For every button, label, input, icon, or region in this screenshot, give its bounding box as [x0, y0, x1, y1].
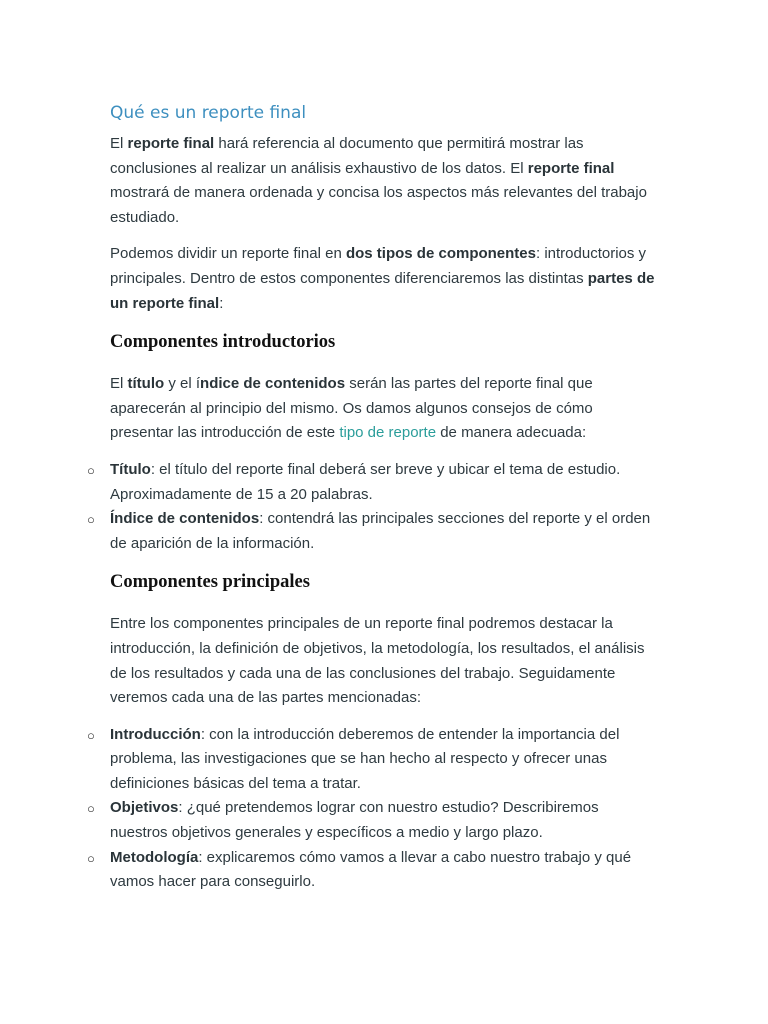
list-item	[87, 507, 658, 556]
circle-bullet-icon: ○	[87, 850, 95, 866]
bold-term: título	[127, 375, 165, 393]
text-run: serán las partes del reporte final que aparecerán al principio del mismo. Os damos algunos consejos de cómo presentar las introducción de este	[110, 375, 593, 442]
introductory-paragraph	[110, 372, 658, 446]
bold-term: partes de un reporte final	[110, 269, 655, 312]
bold-term: ndice de contenidos	[200, 375, 346, 393]
page-title: Qué es un reporte final	[110, 103, 307, 123]
list-term: Índice de contenidos	[110, 510, 260, 528]
text-run: hará referencia al documento que permitirá mostrar las conclusiones al realizar un análisis exhaustivo de los datos. El	[110, 135, 584, 177]
list-text: : con la introducción deberemos de entender la importancia del problema, las investigaciones que se han hecho al respecto y ofrecer unas definiciones básicas del tema a tratar.	[110, 725, 620, 792]
text-run: Podemos dividir un reporte final en	[110, 245, 346, 263]
list-item	[87, 458, 658, 507]
text-run: El	[110, 135, 128, 152]
introductory-list	[87, 458, 658, 556]
bold-term: dos tipos de componentes	[345, 245, 536, 263]
bold-term: reporte final	[527, 159, 615, 177]
list-term: Introducción	[110, 725, 201, 743]
text-run: : introductorios y principales. Dentro de estos componentes diferenciaremos las distintas	[110, 245, 647, 287]
section-heading-main: Componentes principales	[110, 572, 310, 593]
main-components-list	[87, 723, 658, 895]
list-item	[87, 723, 658, 797]
circle-bullet-icon: ○	[87, 727, 95, 743]
text-run: :	[219, 294, 224, 312]
text-run: de manera adecuada:	[436, 424, 587, 442]
text-run: y el í	[164, 375, 201, 393]
circle-bullet-icon: ○	[87, 462, 95, 478]
article-body	[87, 100, 658, 907]
list-term: Objetivos	[110, 799, 179, 817]
components-paragraph	[110, 242, 658, 316]
text-run: El	[110, 375, 128, 393]
text-run: mostrará de manera ordenada y concisa los aspectos más relevantes del trabajo estudiado.	[110, 184, 647, 226]
list-term: Metodología	[110, 848, 199, 866]
list-term: Título	[110, 460, 151, 478]
intro-paragraph	[110, 132, 658, 230]
main-components-paragraph: Entre los componentes principales de un reporte final podremos destacar la introducción, la definición de objetivos, la metodología, los resultados, el análisis de los resultados y cada una de las conclusiones del trabajo. Seguidamente veremos cada una de las partes mencionadas:	[110, 615, 645, 707]
section-heading-introductory: Componentes introductorios	[110, 332, 336, 353]
list-text: : ¿qué pretendemos lograr con nuestro estudio? Describiremos nuestros objetivos generales y específicos a medio y largo plazo.	[110, 799, 599, 842]
circle-bullet-icon: ○	[87, 801, 95, 817]
list-text: : contendrá las principales secciones del reporte y el orden de aparición de la información.	[110, 510, 651, 552]
circle-bullet-icon: ○	[87, 512, 95, 528]
list-item	[87, 796, 658, 845]
list-item	[87, 846, 658, 895]
bold-term: reporte final	[127, 135, 215, 152]
report-type-link[interactable]: tipo de reporte	[339, 424, 437, 442]
list-text: : el título del reporte final deberá ser breve y ubicar el tema de estudio. Aproximadamente de 15 a 20 palabras.	[110, 460, 621, 503]
list-text: : explicaremos cómo vamos a llevar a cabo nuestro trabajo y qué vamos hacer para conseguirlo.	[110, 848, 632, 891]
